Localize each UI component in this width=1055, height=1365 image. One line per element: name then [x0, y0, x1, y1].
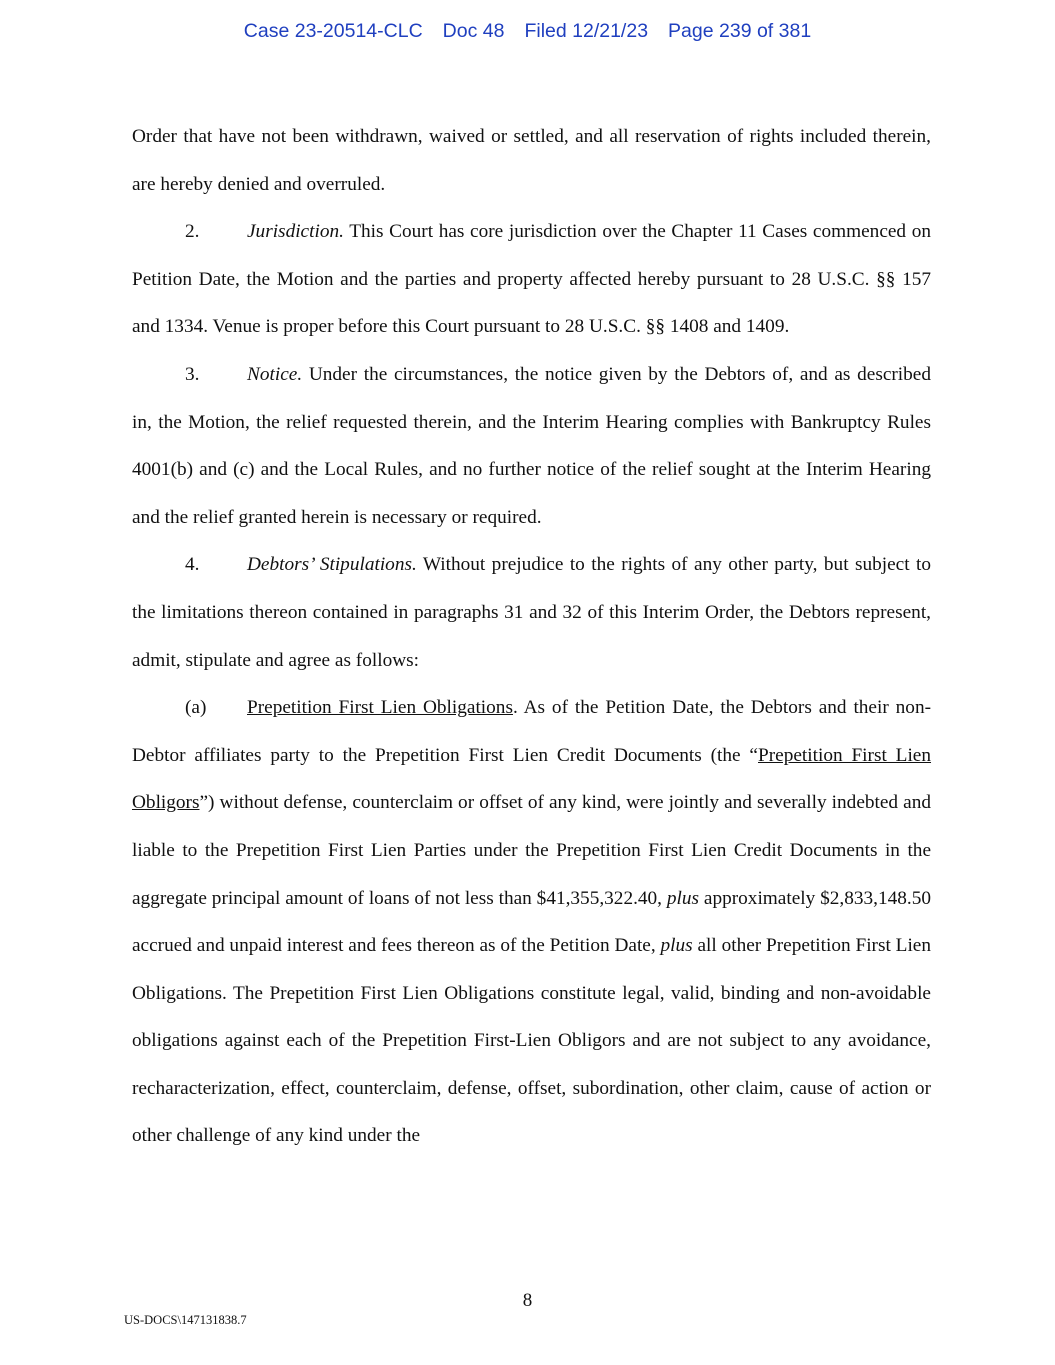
subparagraph-letter: (a): [185, 697, 207, 719]
paragraph-heading: Debtors’ Stipulations.: [247, 554, 417, 576]
filed-date: Filed 12/21/23: [524, 20, 649, 42]
paragraph-4-stipulations: [132, 541, 931, 684]
document-id: US-DOCS\147131838.7: [124, 1313, 247, 1327]
defined-term: Prepetition First Lien Obligors: [132, 744, 932, 814]
paragraph-number: 4.: [185, 554, 200, 576]
paragraph-3-notice: [132, 351, 931, 541]
paragraph-number: 2.: [185, 221, 200, 243]
doc-number: Doc 48: [442, 20, 505, 42]
paragraph-text: Without prejudice to the rights of any other party, but subject to the limitations thereon contained in paragraphs 31 and 32 of this Interim Order, the Debtors represent, admit, stipulate and agree as follows:: [132, 554, 931, 671]
subparagraph-text-3: approximately $2,833,148.50 accrued and unpaid interest and fees thereon as of the Petition Date,: [132, 887, 931, 957]
paragraph-text: This Court has core jurisdiction over the Chapter 11 Cases commenced on Petition Date, the Motion and the parties and property affected hereby pursuant to 28 U.S.C. §§ 157 and 1334. Venue is proper before this Court pursuant to 28 U.S.C. §§ 1408 and 1409.: [132, 221, 931, 338]
case-header: [0, 20, 1055, 43]
paragraph-heading: Jurisdiction.: [247, 221, 344, 243]
subparagraph-heading: Prepetition First Lien Obligations: [247, 697, 513, 719]
subparagraph-a-first-lien-obligations: [132, 684, 931, 1160]
paragraph-number: 3.: [185, 363, 200, 385]
plus-term: plus: [666, 887, 700, 909]
paragraph-continued: Order that have not been withdrawn, waived or settled, and all reservation of rights included therein, are hereby denied and overruled.: [132, 126, 931, 195]
subparagraph-text-1: . As of the Petition Date, the Debtors and their non-Debtor affiliates party to the Prepetition First Lien Credit Documents (the “: [132, 697, 932, 766]
page-count: Page 239 of 381: [668, 20, 812, 42]
paragraph-heading: Notice.: [247, 363, 303, 385]
paragraph-2-jurisdiction: [132, 208, 931, 351]
subparagraph-text-2: ”) without defense, counterclaim or offset of any kind, were jointly and severally indebted and liable to the Prepetition First Lien Parties under the Prepetition First Lien Credit Documents in the aggregate principal amount of loans of not less than $41,355,322.40,: [132, 792, 931, 909]
plus-term: plus: [660, 935, 693, 957]
document-body: [132, 113, 931, 1160]
case-number: Case 23-20514-CLC: [243, 20, 423, 42]
subparagraph-text-4: all other Prepetition First Lien Obligations. The Prepetition First Lien Obligations constitute legal, valid, binding and non-avoidable obligations against each of the Prepetition First-Lien Obligors and are not subject to any avoidance, recharacterization, effect, counterclaim, defense, offset, subordination, other claim, cause of action or other challenge of any kind under the: [132, 935, 931, 1147]
page-number: 8: [522, 1290, 533, 1311]
paragraph-text: Under the circumstances, the notice given by the Debtors of, and as described in, the Motion, the relief requested therein, and the Interim Hearing complies with Bankruptcy Rules 4001(b) and (c) and the Local Rules, and no further notice of the relief sought at the Interim Hearing and the relief granted herein is necessary or required.: [132, 363, 931, 528]
